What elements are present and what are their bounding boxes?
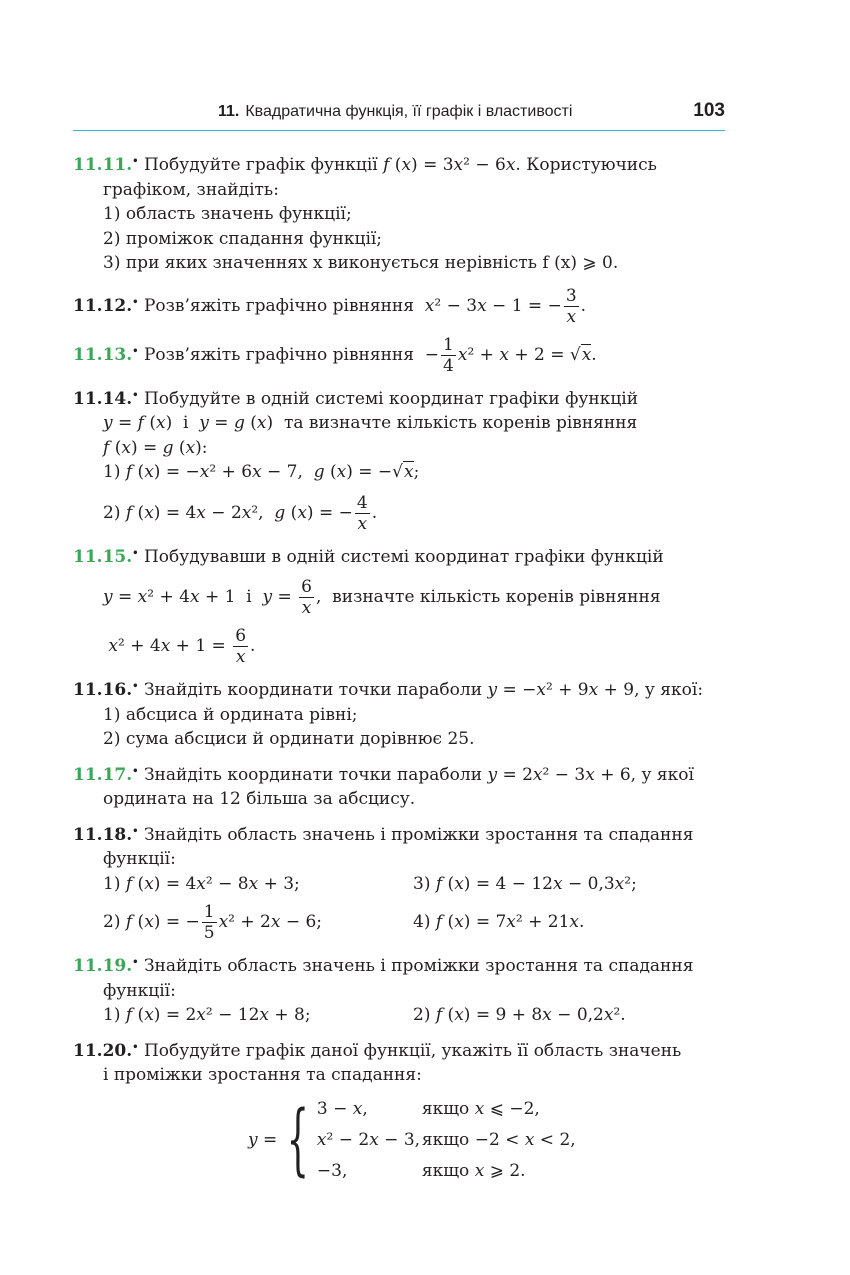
problem-number: 11.11.• xyxy=(73,155,139,175)
problem-number: 11.17.• xyxy=(73,764,139,785)
running-title xyxy=(218,103,572,121)
problem-11-16 xyxy=(73,675,725,752)
list-item: 3) при яких значеннях x виконується нерівність f (x) ⩾ 0. xyxy=(103,253,619,273)
case-row: 3 − x, якщо x ⩽ −2, xyxy=(316,1098,540,1119)
problem-11-13 xyxy=(73,335,725,376)
page-number: 103 xyxy=(693,100,725,121)
list-item: 2) f (x) = 9 + 8x − 0,2x². xyxy=(413,1005,626,1025)
list-item: 1) область значень функції; xyxy=(103,204,352,224)
problem-text: Розв’яжіть графічно рівняння xyxy=(143,295,414,316)
problem-11-15: 11.15.• Побудувавши в одній системі координат графіки функцій y = x² + 4x + 1 і y = $\frac{6}{x}$ , визначте кількість коренів рівняння x² + 4x + 1 = $\frac{6}{x}$ . xyxy=(73,546,664,667)
problem-text: Побудуйте графік функції f (x) = 3x² − 6x. Користуючись xyxy=(143,155,657,175)
problem-text: Побудувавши в одній системі координат графіки функцій xyxy=(143,546,664,567)
problem-11-17: 11.17.• Знайдіть координати точки параболи y = 2x² − 3x + 6, у якої ордината на 12 більша за абсцису. xyxy=(73,764,694,809)
page-header xyxy=(73,96,725,131)
list-item: 2) проміжок спадання функції; xyxy=(103,228,383,249)
problem-text: Знайдіть область значень і проміжки зростання та спадання xyxy=(143,824,694,845)
case-row: x² − 2x − 3, якщо −2 < x < 2, xyxy=(316,1129,576,1150)
list-item: 2) f (x) = − $\frac{1}{5}$ x² + 2x − 6; xyxy=(103,902,323,943)
list-item: 2) сума абсциси й ординати дорівнює 25. xyxy=(103,729,475,749)
problem-11-12 xyxy=(73,286,725,327)
problem-11-19: 11.19.• Знайдіть область значень і проміжки зростання та спадання функції: 1) f (x) = 2x² − 12x + 8; 2) f (x) = 9 + 8x − 0,2x². xyxy=(73,951,725,1028)
problem-text: Знайдіть координати точки параболи y = −x² + 9x + 9, у якої: xyxy=(143,680,704,700)
list-item: 3) f (x) = 4 − 12x − 0,3x²; xyxy=(413,873,637,894)
problem-text: Знайдіть область значень і проміжки зростання та спадання xyxy=(143,956,694,976)
problem-text: Побудуйте графік даної функції, укажіть її область значень xyxy=(143,1040,682,1061)
problem-11-11: 11.11.• Побудуйте графік функції f (x) = 3x² − 6x. Користуючись графіком, знайдіть: 1) область значень функції; 2) проміжок спадання функції; 3) при яких значеннях x виконується нерівність f (x) ⩾ 0. xyxy=(73,150,725,276)
section-number: 11. xyxy=(218,103,240,120)
problem-text: Побудуйте в одній системі координат графіки функцій xyxy=(143,388,639,409)
problem-number: 11.20.• xyxy=(73,1040,139,1061)
brace: { xyxy=(286,1095,310,1185)
list-item: 1) f (x) = 4x² − 8x + 3; xyxy=(103,873,300,894)
problem-list xyxy=(73,150,725,1195)
problem-11-20: 11.20.• Побудуйте графік даної функції, укажіть її область значень і проміжки зростання та спадання: y = { 3 − x, якщо x ⩽ −2, x² − 2x − 3, якщо −2 < x < 2, −3, якщо x ⩾ 2. xyxy=(73,1036,725,1187)
list-item: 1) абсциса й ордината рівні; xyxy=(103,704,358,725)
case-row: −3, якщо x ⩾ 2. xyxy=(316,1160,526,1181)
problem-11-14: 11.14.• Побудуйте в одній системі координат графіки функцій y = f (x) і y = g (x) та визначте кількість коренів рівняння f (x) = g (x): 1) f (x) = −x² + 6x − 7, g (x) = −√x; 2) f (x) = 4x − 2x², g (x) = − $\frac{4}{x}$ . xyxy=(73,384,725,534)
list-item: 4) f (x) = 7x² + 21x. xyxy=(413,912,585,932)
problem-number: 11.12.• xyxy=(73,295,139,316)
list-item: 1) f (x) = 2x² − 12x + 8; xyxy=(103,1005,311,1025)
equation: − $\frac{1}{4}$ x² + x + 2 = √x. xyxy=(419,334,597,376)
problem-number: 11.14.• xyxy=(73,388,139,409)
problem-number: 11.18.• xyxy=(73,824,139,845)
section-title: Квадратична функція, її графік і властивості xyxy=(245,103,573,120)
problem-11-18: 11.18.• Знайдіть область значень і проміжки зростання та спадання функції: 1) f (x) = 4x² − 8x + 3; 3) f (x) = 4 − 12x − 0,3x²; 2) f (x) = − $\frac{1}{5}$ x² + 2x − 6; 4) f (x) = 7x² + 21x. xyxy=(73,824,694,943)
problem-number: 11.16.• xyxy=(73,680,139,700)
problem-number: 11.13.• xyxy=(73,344,139,365)
equation: x² − 3x − 1 = − $\frac{3}{x}$ . xyxy=(424,285,587,327)
list-item: 1) f (x) = −x² + 6x − 7, g (x) = −√x; xyxy=(103,462,420,482)
list-item: 2) f (x) = 4x − 2x², g (x) = − $\frac{4}{x}$ . xyxy=(103,492,378,534)
problem-text: Розв’яжіть графічно рівняння xyxy=(143,344,414,365)
problem-number: 11.19.• xyxy=(73,956,139,976)
problem-number: 11.15.• xyxy=(73,546,139,567)
piecewise-function: y = { 3 − x, якщо x ⩽ −2, x² − 2x − 3, якщо −2 < x < 2, −3, якщо x ⩾ 2. xyxy=(248,1095,576,1185)
problem-text: Знайдіть координати точки параболи y = 2x² − 3x + 6, у якої xyxy=(143,764,694,785)
